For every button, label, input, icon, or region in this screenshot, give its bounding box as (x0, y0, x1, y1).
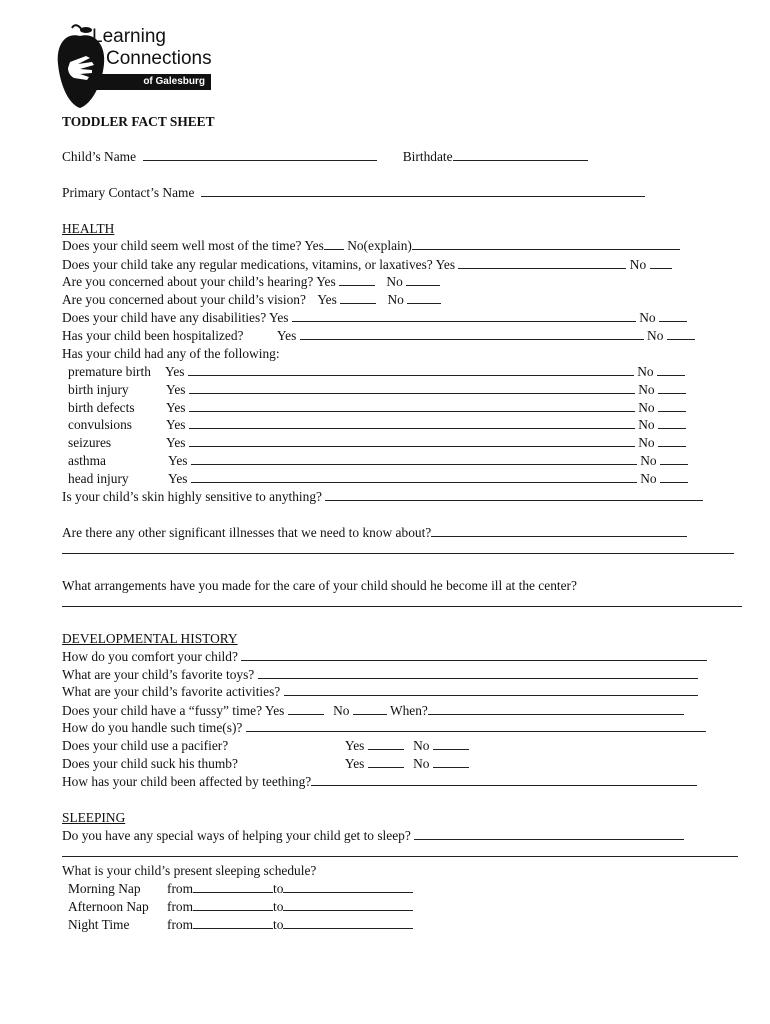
q-well-yes-field[interactable] (324, 237, 344, 250)
q-comfort-field[interactable] (241, 648, 707, 661)
q-comfort-row (62, 648, 707, 665)
sleep-heading: SLEEPING (62, 810, 126, 825)
q-teething-field[interactable] (311, 773, 697, 786)
q-hosp-no-field[interactable] (667, 327, 695, 340)
primary-contact-row (62, 184, 645, 201)
condition-label: seizures (68, 435, 112, 451)
no-label: No (638, 435, 655, 451)
q-special-field-2[interactable] (62, 844, 738, 857)
q-illness-field-2[interactable] (62, 541, 734, 554)
q-handle-row (62, 719, 706, 736)
condition-no-field[interactable] (658, 434, 686, 447)
when-label: When? (389, 703, 428, 718)
logo-line1: Learning (92, 26, 166, 47)
q-thumb-label: Does your child suck his thumb? (62, 756, 238, 771)
condition-no-field[interactable] (657, 363, 685, 376)
sleep-to-field[interactable] (283, 916, 413, 929)
q-thumb-row (62, 755, 469, 772)
q-disab-row (62, 309, 687, 326)
q-pacifier-yes-field[interactable] (368, 737, 404, 750)
condition-no-field[interactable] (660, 470, 688, 483)
q-activities-row (62, 683, 698, 700)
condition-yes-field[interactable] (189, 381, 635, 394)
q-skin-label: Is your child’s skin highly sensitive to anything? (62, 489, 322, 504)
from-label: from (167, 917, 194, 932)
q-well-explain-field[interactable] (412, 237, 680, 250)
condition-row (68, 363, 685, 380)
q-hosp-yes-field[interactable] (300, 327, 644, 340)
q-arrange-label: What arrangements have you made for the care of your child should he become ill at the center? (62, 578, 577, 593)
q-hearing-yes-field[interactable] (339, 273, 375, 286)
birthdate-label: Birthdate (402, 149, 453, 164)
yes-label: Yes (168, 470, 188, 486)
q-pacifier-label: Does your child use a pacifier? (62, 738, 229, 753)
to-label: to (273, 899, 284, 914)
no-label: No (638, 417, 655, 433)
condition-row (68, 416, 686, 433)
yes-label: Yes (344, 756, 365, 771)
condition-label: asthma (68, 453, 106, 468)
q-activities-label: What are your child’s favorite activities? (62, 684, 281, 699)
q-following-label: Has your child had any of the following: (62, 346, 280, 361)
q-skin-row (62, 488, 703, 505)
q-special-field[interactable] (414, 827, 684, 840)
logo-line3: of Galesburg (96, 74, 211, 90)
q-disab-yes-field[interactable] (292, 309, 636, 322)
sleep-to-field[interactable] (283, 880, 413, 893)
condition-yes-field[interactable] (191, 470, 637, 483)
no-label: No (637, 364, 654, 379)
q-well-no-label: No(explain) (347, 238, 412, 253)
q-toys-label: What are your child’s favorite toys? (62, 667, 255, 682)
q-pacifier-no-field[interactable] (433, 737, 469, 750)
yes-label: Yes (317, 292, 337, 307)
no-label: No (647, 328, 664, 343)
condition-no-field[interactable] (658, 381, 686, 394)
q-illness-row (62, 524, 687, 541)
yes-label: Yes (344, 738, 365, 753)
logo-line2: Connections (106, 48, 212, 69)
sleep-row-label: Morning Nap (68, 881, 141, 896)
no-label: No (413, 738, 430, 753)
q-fussy-no-field[interactable] (353, 702, 387, 715)
condition-yes-field[interactable] (191, 452, 637, 465)
no-label: No (333, 703, 350, 718)
q-hosp-row (62, 327, 695, 344)
condition-label: premature birth (68, 364, 151, 379)
q-toys-row (62, 666, 698, 683)
condition-label: head injury (68, 470, 129, 486)
q-meds-label: Does your child take any regular medications, vitamins, or laxatives? Yes (62, 257, 456, 272)
q-fussy-label: Does your child have a “fussy” time? Yes (62, 703, 285, 718)
from-label: from (167, 881, 194, 896)
q-well-label: Does your child seem well most of the time? Yes (62, 238, 324, 253)
q-teething-row (62, 773, 697, 790)
condition-row (68, 434, 686, 451)
childs-name-label: Child’s Name (62, 149, 137, 164)
condition-no-field[interactable] (658, 416, 686, 429)
primary-contact-label: Primary Contact’s Name (62, 185, 195, 200)
q-hearing-label: Are you concerned about your child’s hearing? (62, 274, 314, 289)
condition-label: birth defects (68, 399, 135, 415)
from-label: from (167, 899, 194, 914)
q-fussy-yes-field[interactable] (288, 702, 324, 715)
sleep-to-field[interactable] (283, 898, 413, 911)
sleep-row (68, 880, 413, 897)
condition-row (68, 399, 686, 416)
q-handle-field[interactable] (246, 719, 706, 732)
sleep-row (68, 898, 413, 915)
q-arrange-line (62, 594, 742, 611)
q-meds-no-field[interactable] (650, 256, 672, 269)
q-special-row (62, 827, 684, 844)
dev-heading: DEVELOPMENTAL HISTORY (62, 631, 238, 646)
condition-yes-field[interactable] (189, 416, 635, 429)
q-vision-yes-field[interactable] (340, 291, 376, 304)
q-vision-row (62, 291, 441, 308)
yes-label: Yes (166, 381, 186, 397)
q-vision-no-field[interactable] (407, 291, 441, 304)
sleep-row (68, 916, 413, 933)
childs-name-field[interactable] (143, 148, 377, 161)
q-fussy-row (62, 702, 684, 719)
condition-row (68, 470, 688, 487)
sleep-row-label: Night Time (68, 917, 130, 932)
q-teething-label: How has your child been affected by teething? (62, 774, 312, 789)
q-arrange-field[interactable] (62, 594, 742, 607)
health-heading: HEALTH (62, 221, 115, 236)
no-label: No (638, 381, 655, 397)
no-label: No (386, 274, 403, 289)
q-handle-label: How do you handle such time(s)? (62, 720, 243, 735)
sleep-row-label: Afternoon Nap (68, 899, 149, 914)
yes-label: Yes (316, 274, 336, 289)
condition-no-field[interactable] (658, 399, 686, 412)
yes-label: Yes (276, 328, 297, 343)
q-special-line2 (62, 844, 738, 861)
q-pacifier-row (62, 737, 469, 754)
q-meds-yes-field[interactable] (458, 256, 626, 269)
q-thumb-no-field[interactable] (433, 755, 469, 768)
yes-label: Yes (165, 364, 185, 379)
condition-yes-field[interactable] (189, 399, 635, 412)
childs-name-row (62, 148, 588, 165)
q-disab-label: Does your child have any disabilities? (62, 310, 267, 325)
sleep-from-field[interactable] (193, 916, 273, 929)
q-toys-field[interactable] (258, 666, 698, 679)
condition-label: birth injury (68, 381, 129, 397)
yes-label: Yes (168, 453, 188, 468)
q-illness-label: Are there any other significant illnesses that we need to know about? (62, 525, 432, 540)
birthdate-field[interactable] (453, 148, 588, 161)
no-label: No (629, 257, 647, 272)
yes-label: Yes (269, 310, 289, 325)
sleep-from-field[interactable] (193, 898, 273, 911)
condition-row (68, 452, 688, 469)
yes-label: Yes (166, 399, 186, 415)
q-disab-no-field[interactable] (659, 309, 687, 322)
q-schedule-label: What is your child’s present sleeping schedule? (62, 863, 317, 878)
q-vision-label: Are you concerned about your child’s vision? (62, 292, 306, 307)
q-skin-field[interactable] (325, 488, 703, 501)
page-title: TODDLER FACT SHEET (62, 114, 215, 129)
q-hosp-label: Has your child been hospitalized? (62, 328, 244, 343)
condition-row (68, 381, 686, 398)
q-thumb-yes-field[interactable] (368, 755, 404, 768)
no-label: No (639, 310, 656, 325)
condition-label: convulsions (68, 417, 132, 433)
q-special-label: Do you have any special ways of helping your child get to sleep? (62, 828, 411, 843)
sleep-from-field[interactable] (193, 880, 273, 893)
no-label: No (387, 292, 404, 307)
logo (56, 22, 216, 112)
q-comfort-label: How do you comfort your child? (62, 649, 238, 664)
q-well-row (62, 237, 680, 254)
q-hearing-no-field[interactable] (406, 273, 440, 286)
q-fussy-when-field[interactable] (428, 702, 684, 715)
yes-label: Yes (166, 417, 186, 433)
q-illness-line2 (62, 541, 734, 558)
no-label: No (638, 399, 655, 415)
no-label: No (413, 756, 430, 771)
condition-yes-field[interactable] (188, 363, 634, 376)
no-label: No (640, 470, 657, 486)
condition-no-field[interactable] (660, 452, 688, 465)
to-label: to (273, 917, 284, 932)
primary-contact-field[interactable] (201, 184, 645, 197)
to-label: to (273, 881, 284, 896)
q-hearing-row (62, 273, 440, 290)
no-label: No (640, 453, 657, 468)
condition-yes-field[interactable] (189, 434, 635, 447)
q-meds-row (62, 256, 672, 273)
q-activities-field[interactable] (284, 683, 698, 696)
q-illness-field[interactable] (431, 524, 687, 537)
yes-label: Yes (166, 435, 186, 451)
